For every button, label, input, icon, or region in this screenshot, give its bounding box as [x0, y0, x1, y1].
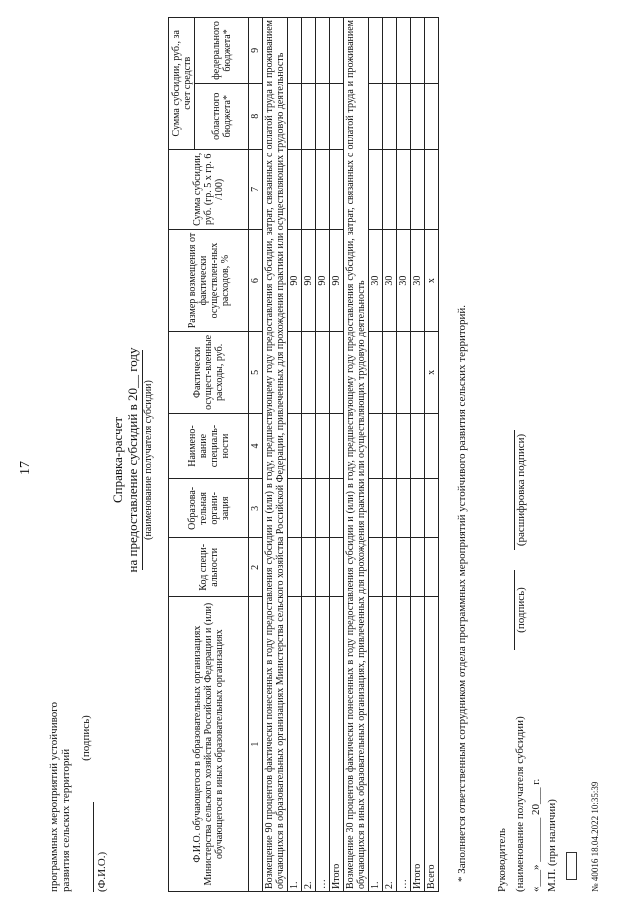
- footer-date: «___» ________ 20___ г.: [530, 778, 542, 892]
- col-number: 9: [249, 18, 263, 84]
- total-x-expenses: х: [425, 332, 439, 414]
- footer-doc-stamp: № 40016 18.04.2022 10:35:39: [590, 781, 600, 892]
- col-header-code: Код специ-альности: [169, 538, 249, 597]
- footer-decoding: (расшифровка подписи): [514, 430, 527, 550]
- col-header-fio: Ф.И.О. обучающегося в образовательных организациях Министерства сельского хозяйства Российской Федерации и (или) обучающегося в иных образовательных организациях: [169, 597, 249, 892]
- total-label: Всего: [425, 597, 439, 892]
- col-number: 4: [249, 413, 263, 479]
- col-header-federal: федерального бюджета*: [195, 18, 249, 84]
- row-rate: 90: [316, 230, 330, 332]
- rotated-sheet: [0, 5, 640, 900]
- table-row: [383, 18, 397, 892]
- table-row: [330, 18, 344, 892]
- row-label: 1.: [288, 597, 302, 892]
- row-rate: 30: [411, 230, 425, 332]
- stamp-logo-icon: [566, 852, 577, 880]
- col-number: 6: [249, 230, 263, 332]
- calculation-table: [168, 17, 439, 892]
- col-header-specialty: Наимено-вание специаль-ности: [169, 413, 249, 479]
- col-number: 3: [249, 479, 263, 538]
- section-1-rows: [288, 18, 344, 892]
- footer-recipient: (наименование получателя субсидии): [514, 716, 526, 892]
- document-subtitle: на предоставление субсидий в 20__ году: [125, 347, 140, 573]
- total-x-rate: х: [425, 230, 439, 332]
- col-number: 8: [249, 83, 263, 149]
- row-label: Итого: [330, 597, 344, 892]
- col-number: 1: [249, 597, 263, 892]
- row-rate: 30: [383, 230, 397, 332]
- col-header-subsidy: Сумма субсидии, руб. (гр. 5 х гр. 6 /100): [169, 149, 249, 229]
- row-rate: 90: [330, 230, 344, 332]
- row-label: …: [316, 597, 330, 892]
- col-header-expenses: Фактически осущест-вленные расходы, руб.: [169, 332, 249, 414]
- table-row: [411, 18, 425, 892]
- footer-mp: М.П. (при наличии): [546, 799, 558, 892]
- header-line-2: развития сельских территорий: [60, 748, 72, 892]
- section-1-heading: Возмещение 90 процентов фактически понесенных в году предоставления субсидии и (или) в году, предшествующему году предоставления субсидии, затрат, связанных с оплатой труда и проживанием обучающихся в образовательных организациях Министерства сельского хозяйства Российской Федерации, привлеченных для прохождения практики или осуществляющих трудовую деятельность: [263, 18, 288, 892]
- header-line-1: программных мероприятий устойчивого: [48, 702, 60, 892]
- fio-underline: [92, 802, 108, 892]
- document-title: Справка-расчет: [110, 416, 125, 504]
- header-signature-line: [80, 694, 92, 782]
- col-header-funding: Сумма субсидии, руб., за счет средств: [169, 18, 195, 150]
- row-label: 2.: [302, 597, 316, 892]
- col-header-org: Образова-тельная органи-зация: [169, 479, 249, 538]
- row-rate: 30: [369, 230, 383, 332]
- row-rate: 30: [397, 230, 411, 332]
- col-header-rate: Размер возмещения от фактически осуществлен-ных расходов, %: [169, 230, 249, 332]
- recipient-caption: (наименование получателя субсидии): [142, 350, 154, 570]
- row-rate: 90: [302, 230, 316, 332]
- table-row-total: [425, 18, 439, 892]
- col-header-regional: областного бюджета*: [195, 83, 249, 149]
- col-number: 7: [249, 149, 263, 229]
- row-rate: 90: [288, 230, 302, 332]
- table-row: [302, 18, 316, 892]
- table-row: [397, 18, 411, 892]
- footer-head: Руководитель: [496, 828, 508, 892]
- table-row: [369, 18, 383, 892]
- row-label: …: [397, 597, 411, 892]
- footnote: * Заполняется ответственным сотрудником отдела программных мероприятий устойчивого развития сельских территорий.: [456, 304, 468, 882]
- header-signature-caption: (подпись): [80, 715, 92, 761]
- row-label: Итого: [411, 597, 425, 892]
- page-number: 17: [18, 461, 33, 475]
- section-2-heading: Возмещение 30 процентов фактически понесенных в году предоставления субсидии и (или) в году, предшествующему году предоставления субсидии, затрат, связанных с оплатой труда и проживанием обучающихся в иных образовательных организациях, привлеченных для прохождения практики или осуществляющих трудовую деятельность: [344, 18, 369, 892]
- row-label: 2.: [383, 597, 397, 892]
- fio-caption: (Ф.И.О.): [96, 851, 108, 892]
- row-label: 1.: [369, 597, 383, 892]
- table-row: [288, 18, 302, 892]
- footer-signature: (подпись): [514, 570, 527, 650]
- table-row: [316, 18, 330, 892]
- section-2-rows: [369, 18, 425, 892]
- col-number: 5: [249, 332, 263, 414]
- col-number: 2: [249, 538, 263, 597]
